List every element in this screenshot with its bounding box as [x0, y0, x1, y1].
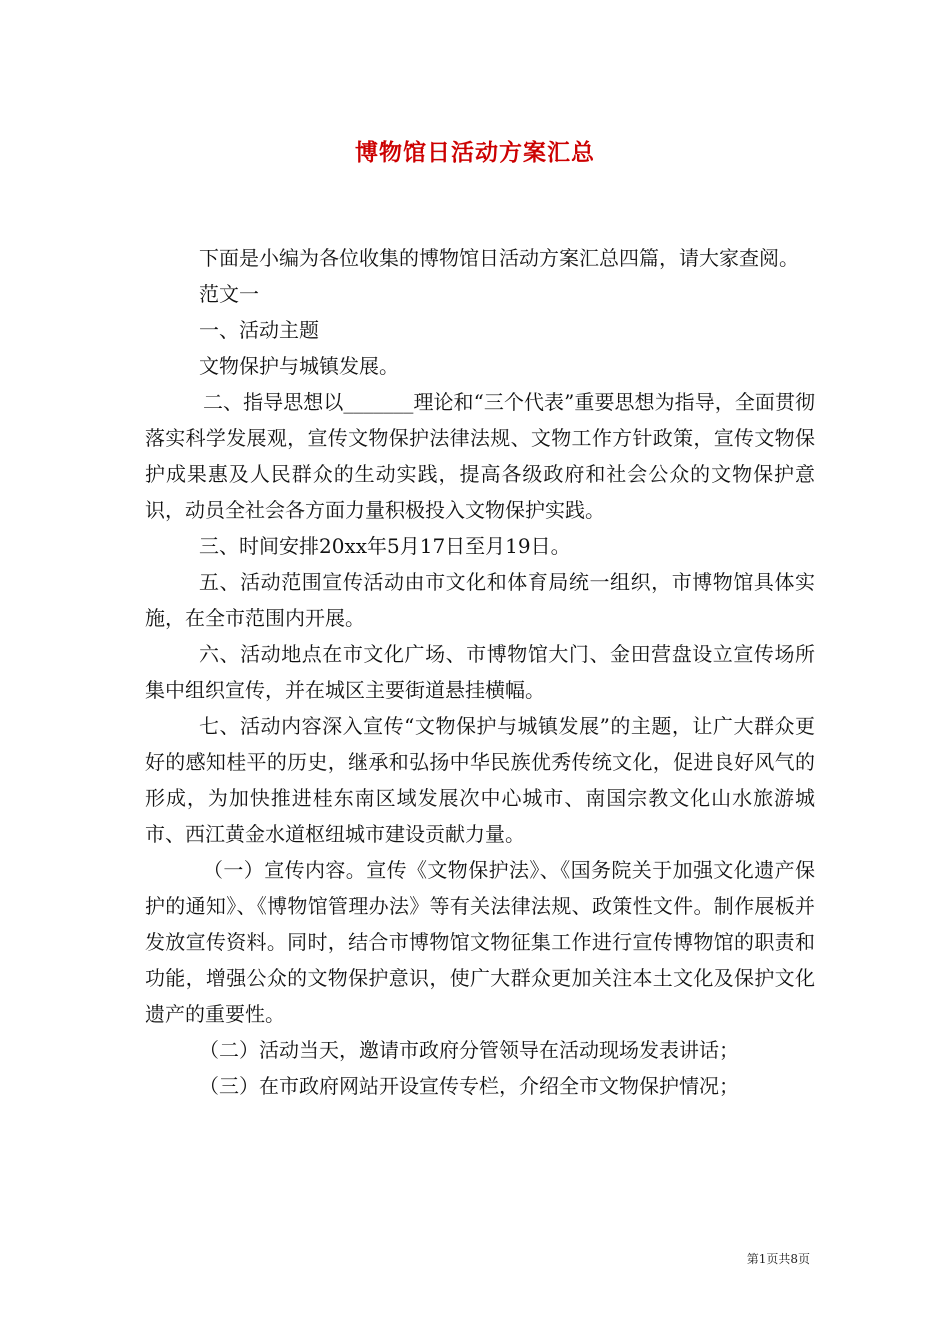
paragraph-theme-text: 文物保护与城镇发展。 [199, 354, 399, 378]
paragraph-section-theme: 一、活动主题 [199, 318, 319, 342]
paragraph-item-1: （一）宣传内容。宣传《文物保护法》、《国务院关于加强文化遗产保护的通知》、《博物馆管理办法》等有关法律法规、政策性文件。制作展板并发放宣传资料。同时，结合市博物馆文物征集工作进行宣传博物馆的职责和功能，增强公众的文物保护意识，使广大群众更加关注本土文化及保护文化遗产的重要性。 [145, 858, 815, 1026]
document-body [145, 240, 815, 1104]
paragraph-intro: 下面是小编为各位收集的博物馆日活动方案汇总四篇，请大家查阅。 [199, 246, 799, 270]
paragraph-schedule: 三、时间安排20xx年5月17日至月19日。 [199, 534, 571, 558]
document-title: 博物馆日活动方案汇总 [355, 139, 595, 166]
paragraph-content: 七、活动内容深入宣传“文物保护与城镇发展”的主题，让广大群众更好的感知桂平的历史，继承和弘扬中华民族优秀传统文化，促进良好风气的形成，为加快推进桂东南区域发展次中心城市、南国宗教文化山水旅游城市、西江黄金水道枢纽城市建设贡献力量。 [145, 714, 815, 846]
paragraph-scope: 五、活动范围宣传活动由市文化和体育局统一组织，市博物馆具体实施，在全市范围内开展。 [145, 570, 815, 630]
paragraph-location: 六、活动地点在市文化广场、市博物馆大门、金田营盘设立宣传场所集中组织宣传，并在城区主要街道悬挂横幅。 [145, 642, 815, 702]
paragraph-guiding-thought: 二、指导思想以_______理论和“三个代表”重要思想为指导，全面贯彻落实科学发展观，宣传文物保护法律法规、文物工作方针政策，宣传文物保护成果惠及人民群众的生动实践，提高各级政府和社会公众的文物保护意识，动员全社会各方面力量积极投入文物保护实践。 [145, 390, 815, 522]
paragraph-item-2: （二）活动当天，邀请市政府分管领导在活动现场发表讲话； [199, 1038, 739, 1062]
paragraph-item-3: （三）在市政府网站开设宣传专栏，介绍全市文物保护情况； [199, 1074, 739, 1098]
page-number: 第1页共8页 [746, 1252, 810, 1266]
paragraph-sample-heading: 范文一 [199, 282, 259, 306]
